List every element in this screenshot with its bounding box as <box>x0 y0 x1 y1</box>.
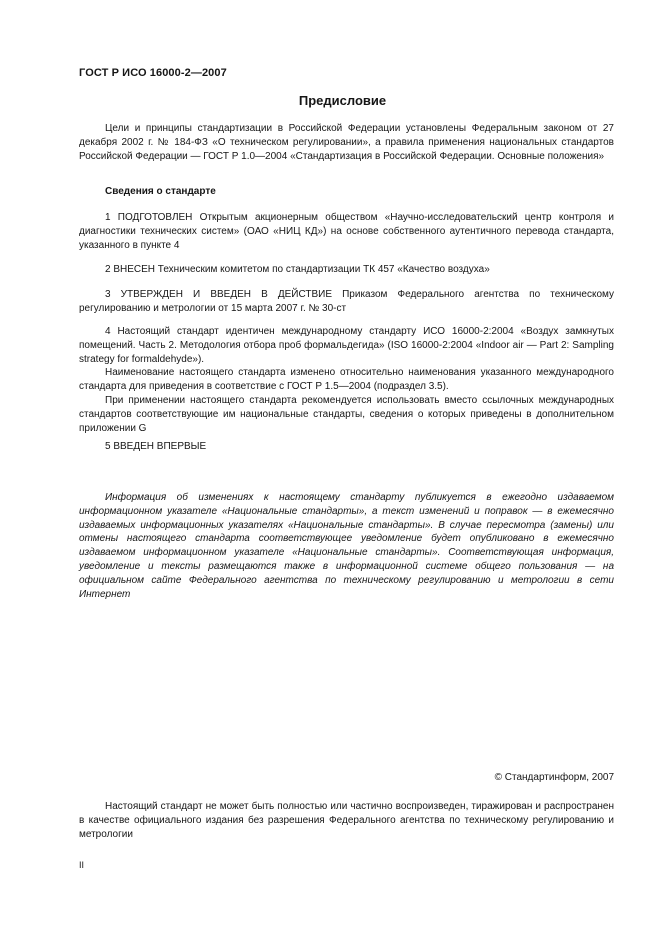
page-title: Предисловие <box>298 93 387 108</box>
standard-code-header: ГОСТ Р ИСО 16000-2—2007 <box>79 67 227 79</box>
item-2: 2 ВНЕСЕН Техническим комитетом по стандартизации ТК 457 «Качество воздуха» <box>105 264 490 275</box>
item-2-block <box>79 263 614 277</box>
item-1-block <box>79 211 614 252</box>
item-5: 5 ВВЕДЕН ВПЕРВЫЕ <box>105 441 207 452</box>
reproduction-notice: Настоящий стандарт не может быть полностью или частично воспроизведен, тиражирован и распространен в качестве официального издания без разрешения Федерального агентства по техническому регулированию и метрологии <box>79 801 614 840</box>
info-notice: Информация об изменениях к настоящему стандарту публикуется в ежегодно издаваемом информационном указателе «Национальные стандарты», а текст изменений и поправок — в ежемесячно издаваемых информационных указателях «Национальные стандарты». В случае пересмотра (замены) или отмены настоящего стандарта соответствующее уведомление будет опубликовано в ежемесячно издаваемом информационном указателе «Национальные стандарты». Соответствующая информация, уведомление и тексты размещаются также в информационной системе общего пользования — на официальном сайте Федерального агентства по техническому регулированию и метрологии в сети Интернет <box>79 492 614 600</box>
info-notice-block <box>79 491 614 601</box>
section-heading-block <box>79 185 614 199</box>
item-4-note-2: При применении настоящего стандарта рекомендуется использовать вместо ссылочных международных стандартов соответствующие им национальные стандарты, сведения о которых приведены в дополнительном приложении G <box>79 394 614 434</box>
section-heading: Сведения о стандарте <box>105 186 216 197</box>
item-3-block <box>79 288 614 316</box>
item-3: 3 УТВЕРЖДЕН И ВВЕДЕН В ДЕЙСТВИЕ Приказом Федерального агентства по техническому регулированию и метрологии от 15 марта 2007 г. № 30-ст <box>79 289 614 314</box>
item-4-note-1: Наименование настоящего стандарта изменено относительно наименования указанного международного стандарта для приведения в соответствие с ГОСТ Р 1.5—2004 (подраздел 3.5). <box>79 367 614 393</box>
item-5-block <box>79 440 614 454</box>
item-4-block <box>79 325 614 435</box>
page-number: II <box>79 860 85 870</box>
reproduction-notice-block <box>79 800 614 841</box>
copyright-line: © Стандартинформ, 2007 <box>494 772 614 783</box>
intro-paragraph-block <box>79 122 614 163</box>
item-4: 4 Настоящий стандарт идентичен международному стандарту ИСО 16000-2:2004 «Воздух замкнутых помещений. Часть 2. Методология отбора проб формальдегида» (ISO 16000-2:2004 «Indoor air — Part 2: Sampling strategy for formaldehyde»). <box>79 326 614 365</box>
item-1: 1 ПОДГОТОВЛЕН Открытым акционерным обществом «Научно-исследовательский центр контроля и диагностики технических систем» (ОАО «НИЦ КД») на основе собственного аутентичного перевода стандарта, указанного в пункте 4 <box>79 212 614 251</box>
intro-paragraph: Цели и принципы стандартизации в Российской Федерации установлены Федеральным законом от 27 декабря 2002 г. № 184-ФЗ «О техническом регулировании», а правила применения национальных стандартов Российской Федерации — ГОСТ Р 1.0—2004 «Стандартизация в Российской Федерации. Основные положения» <box>79 123 614 162</box>
